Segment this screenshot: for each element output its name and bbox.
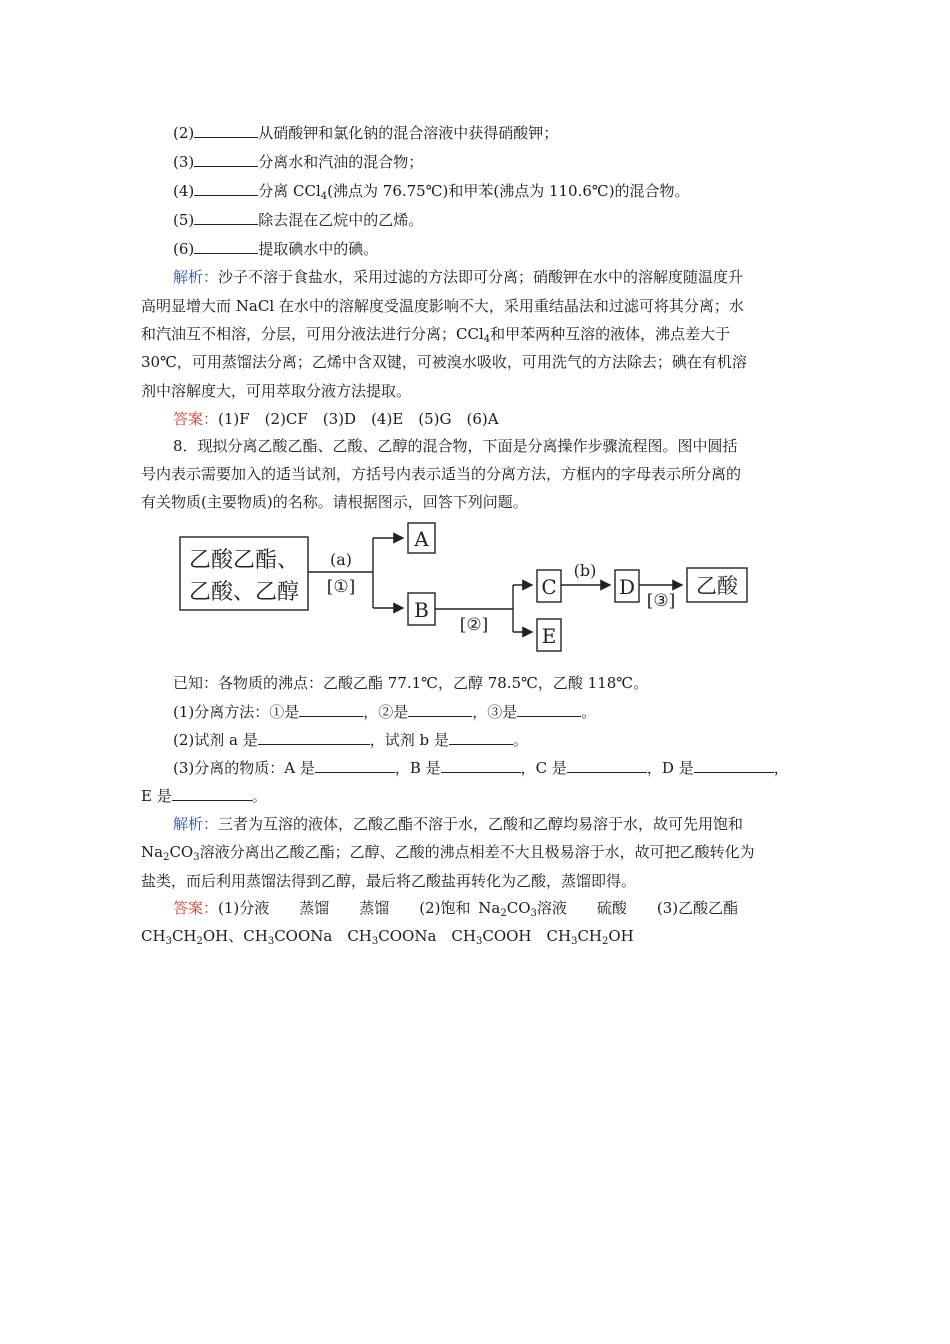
answer-blank — [449, 730, 513, 745]
answer-text: COONa CH — [274, 927, 372, 945]
final-product-label: 乙酸 — [696, 574, 738, 598]
subscript: 3 — [371, 936, 379, 947]
question-text: 8．现拟分离乙酸乙酯、乙酸、乙醇的混合物，下面是分离操作步骤流程图。图中圆括 — [173, 437, 738, 455]
answer-blank — [194, 123, 258, 138]
analysis-label: 解析： — [173, 815, 219, 833]
method-3-label: [③] — [646, 591, 676, 611]
mixture-label-line-2: 乙酸、乙醇 — [188, 580, 300, 605]
answer-text: CO — [506, 899, 531, 917]
analysis-1-line-1 — [173, 267, 743, 287]
answer-blank — [441, 758, 521, 773]
answer-text: OH — [608, 927, 634, 945]
subscript: 4 — [483, 334, 491, 345]
method-2-label: [②] — [459, 615, 489, 635]
analysis-text: 剂中溶解度大，可用萃取分液方法提取。 — [141, 382, 412, 400]
box-A-label: A — [414, 527, 429, 551]
sub-question-2 — [173, 730, 528, 750]
answer-text: COOH CH — [482, 927, 572, 945]
answer-blank — [258, 730, 370, 745]
analysis-2-line-1 — [173, 814, 743, 834]
box-E-label: E — [541, 624, 557, 648]
analysis-1-line-2 — [141, 296, 744, 316]
answer-blank — [517, 702, 581, 717]
item-text: 分离 CCl — [258, 182, 321, 200]
item-text: (沸点为 76.75℃)和甲苯(沸点为 110.6℃)的混合物。 — [327, 182, 690, 200]
answer-text: CH — [141, 927, 166, 945]
subscript: 3 — [475, 936, 483, 947]
analysis-2-line-3 — [141, 871, 636, 891]
method-1-label: [①] — [326, 577, 356, 597]
subscript: 2 — [602, 936, 609, 947]
separation-flow-diagram — [175, 518, 775, 658]
item-text: 除去混在乙烷中的乙烯。 — [258, 211, 424, 229]
subscript: 2 — [163, 852, 170, 863]
item-number: (2) — [173, 124, 195, 142]
item-text: 分离水和汽油的混合物； — [258, 153, 424, 171]
answer-blank — [315, 758, 395, 773]
answer-text: CH — [577, 927, 602, 945]
known-text: 已知：各物质的沸点：乙酸乙酯 77.1℃，乙醇 78.5℃，乙酸 118℃。 — [173, 674, 649, 692]
question-text: (3)分离的物质：A 是 — [173, 759, 315, 777]
analysis-1-line-5 — [141, 381, 411, 401]
sub-question-3-cont — [141, 786, 267, 806]
answer-text: (1)F (2)CF (3)D (4)E (5)G (6)A — [218, 410, 499, 428]
item-number: (3) — [173, 153, 195, 171]
answer-blank — [299, 702, 363, 717]
question-text: ，③是 — [472, 703, 518, 721]
analysis-text: 三者为互溶的液体，乙酸乙酯不溶于水，乙酸和乙醇均易溶于水，故可先用饱和 — [218, 815, 744, 833]
question-text: 。 — [251, 787, 267, 805]
question-text: ，B 是 — [394, 759, 441, 777]
answer-blank — [194, 181, 258, 196]
item-text: 从硝酸钾和氯化钠的混合溶液中获得硝酸钾； — [258, 124, 559, 142]
question-8-line-2 — [141, 464, 741, 484]
analysis-2-line-2 — [141, 842, 755, 862]
subscript: 3 — [165, 936, 172, 947]
question-text: ，D 是 — [646, 759, 694, 777]
question-text: 号内表示需要加入的适当试剂，方括号内表示适当的分离方法，方框内的字母表示所分离的 — [141, 465, 742, 483]
analysis-1-line-4 — [141, 352, 747, 372]
question-text: E 是 — [141, 787, 172, 805]
analysis-text: 和甲苯两种互溶的液体，沸点差大于 — [490, 325, 731, 343]
subscript: 2 — [500, 908, 507, 919]
item-2 — [173, 123, 558, 143]
subscript: 3 — [571, 936, 578, 947]
question-text: ， — [773, 759, 789, 777]
answer-blank — [172, 786, 252, 801]
question-text: (1)分离方法：①是 — [173, 703, 300, 721]
item-number: (4) — [173, 182, 195, 200]
item-6 — [173, 239, 378, 259]
answer-text: (1)分液 蒸馏 蒸馏 (2)饱和 Na — [218, 899, 501, 917]
analysis-text: 和汽油互不相溶，分层，可用分液法进行分离；CCl — [141, 325, 484, 343]
reagent-b-label: (b) — [573, 561, 597, 580]
answer-text: OH、CH — [202, 927, 268, 945]
item-5 — [173, 210, 423, 230]
question-text: 。 — [581, 703, 597, 721]
answer-2-line-2 — [141, 926, 634, 946]
question-text: 有关物质(主要物质)的名称。请根据图示，回答下列问题。 — [141, 493, 528, 511]
answer-blank — [567, 758, 647, 773]
analysis-text: Na — [141, 843, 164, 861]
answer-label: 答案： — [173, 899, 219, 917]
question-text: ，②是 — [363, 703, 409, 721]
sub-question-3 — [173, 758, 789, 778]
analysis-text: 30℃，可用蒸馏法分离；乙烯中含双键，可被溴水吸收，可用洗气的方法除去；碘在有机溶 — [141, 353, 747, 371]
answer-1 — [173, 409, 499, 429]
item-text: 提取碘水中的碘。 — [258, 240, 379, 258]
answer-text: CH — [171, 927, 197, 945]
answer-text: COONa CH — [378, 927, 476, 945]
sub-question-1 — [173, 702, 596, 722]
answer-blank — [694, 758, 774, 773]
answer-blank — [408, 702, 472, 717]
item-number: (6) — [173, 240, 195, 258]
analysis-text: 高明显增大而 NaCl 在水中的溶解度受温度影响不大，采用重结晶法和过滤可将其分离；水 — [141, 297, 744, 315]
answer-blank — [194, 152, 258, 167]
question-text: ，C 是 — [520, 759, 567, 777]
question-8-line-3 — [141, 492, 528, 512]
subscript: 3 — [193, 852, 200, 863]
subscript: 2 — [196, 936, 203, 947]
item-4 — [173, 181, 690, 201]
question-text: 。 — [512, 731, 528, 749]
box-B-label: B — [414, 598, 429, 622]
analysis-text: 盐类，而后利用蒸馏法得到乙醇，最后将乙酸盐再转化为乙酸，蒸馏即得。 — [141, 872, 637, 890]
answer-blank — [194, 210, 258, 225]
item-number: (5) — [173, 211, 195, 229]
item-3 — [173, 152, 423, 172]
answer-label: 答案： — [173, 410, 219, 428]
answer-2-line-1 — [173, 898, 738, 918]
analysis-text: 沙子不溶于食盐水，采用过滤的方法即可分离；硝酸钾在水中的溶解度随温度升 — [218, 268, 744, 286]
analysis-1-line-3 — [141, 324, 730, 344]
subscript: 3 — [267, 936, 275, 947]
question-text: ，试剂 b 是 — [369, 731, 449, 749]
question-text: (2)试剂 a 是 — [173, 731, 258, 749]
answer-text: 溶液 硫酸 (3)乙酸乙酯 — [536, 899, 739, 917]
subscript: 3 — [530, 908, 537, 919]
analysis-label: 解析： — [173, 268, 219, 286]
question-8-line-1 — [173, 436, 738, 456]
subscript: 4 — [320, 191, 328, 202]
answer-blank — [194, 239, 258, 254]
known-boiling-points — [173, 673, 648, 693]
analysis-text: 溶液分离出乙酸乙酯；乙醇、乙酸的沸点相差不大且极易溶于水，故可把乙酸转化为 — [199, 843, 755, 861]
reagent-a-label: (a) — [329, 550, 353, 569]
box-C-label: C — [541, 575, 557, 599]
mixture-label-line-1: 乙酸乙酯、 — [188, 548, 300, 573]
box-D-label: D — [618, 575, 636, 599]
analysis-text: CO — [169, 843, 194, 861]
